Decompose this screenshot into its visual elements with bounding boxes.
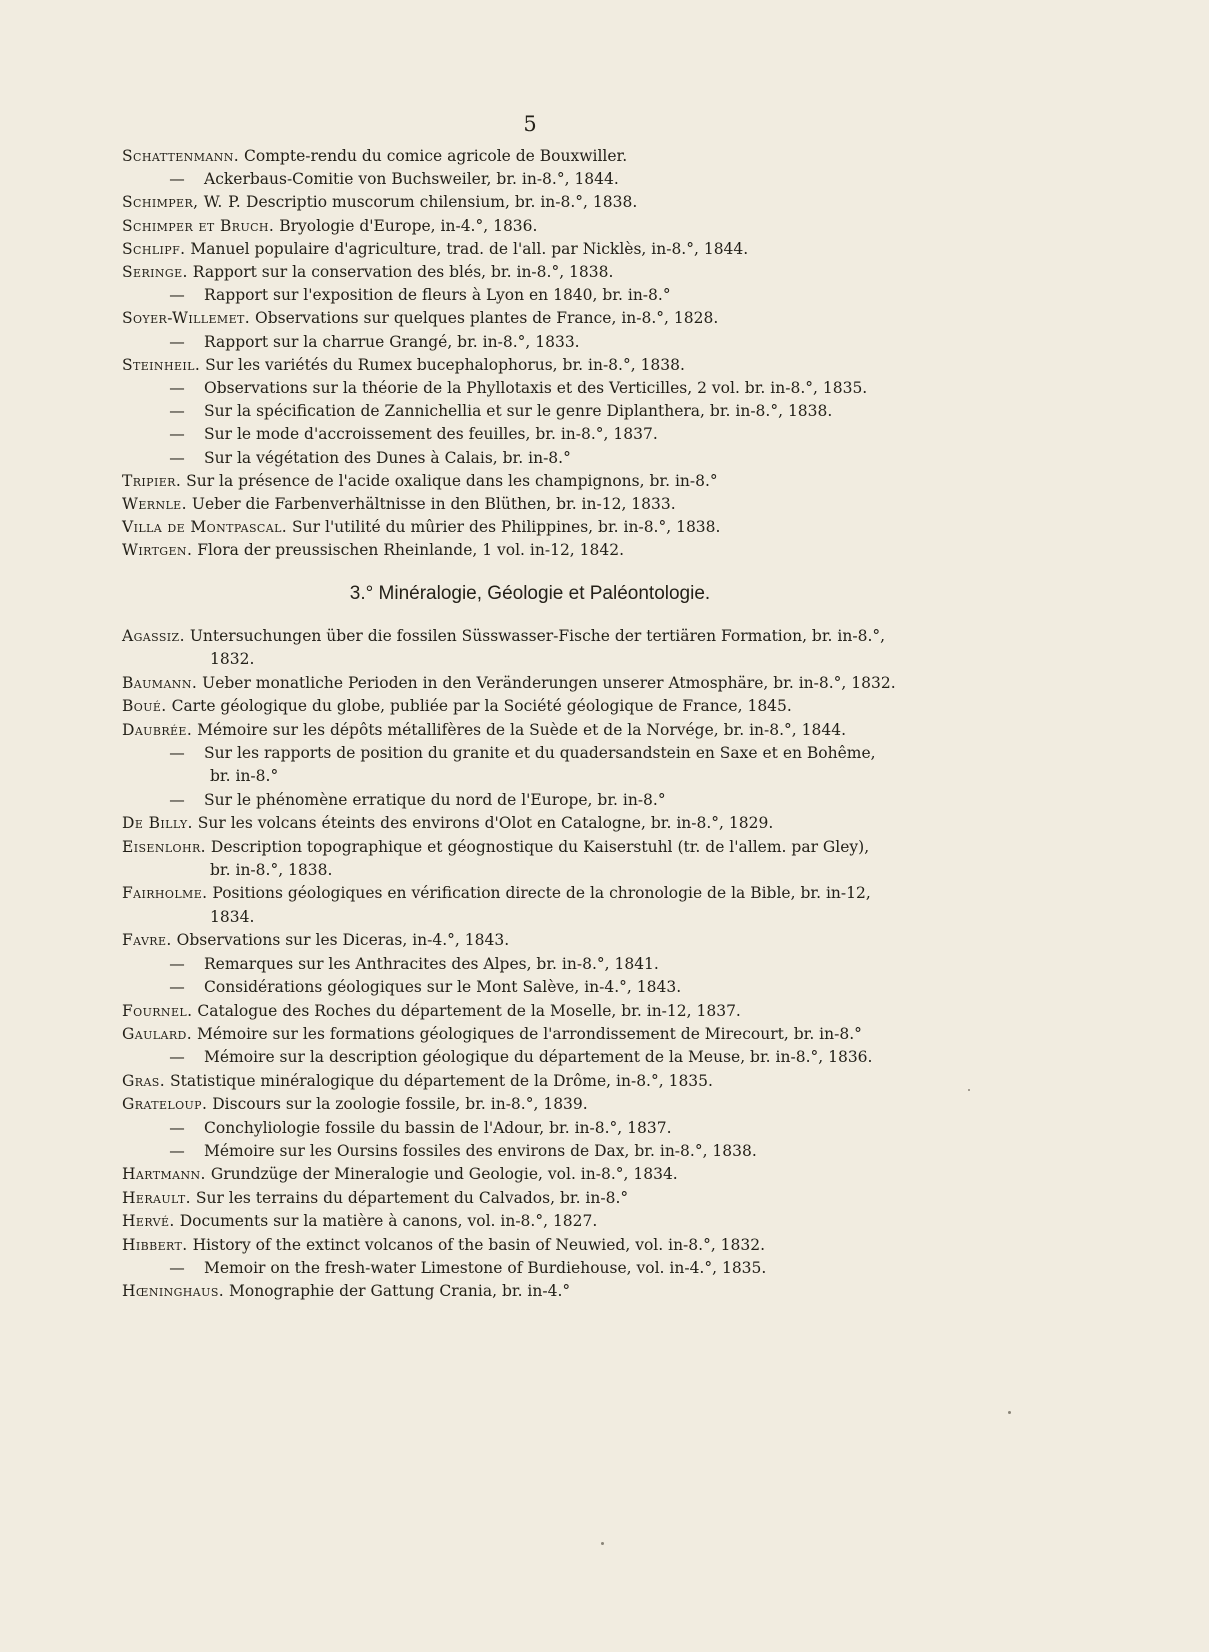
bibliography-entry: [122, 1093, 1072, 1116]
bibliography-entry: [122, 929, 1072, 952]
entry-author: Boué.: [122, 697, 167, 716]
entry-text: Mémoire sur les Oursins fossiles des environs de Dax, br. in-8.°, 1838.: [204, 1141, 757, 1160]
bibliography-entry: [122, 859, 1072, 882]
bibliography-entry: [122, 1280, 1072, 1303]
ditto-dash: —: [169, 1048, 185, 1067]
paper-speck: [601, 1542, 604, 1545]
entry-author: Soyer-Willemet.: [122, 309, 251, 328]
entry-text: Mémoire sur la description géologique du département de la Meuse, br. in-8.°, 1836.: [204, 1048, 873, 1067]
entry-author: Gaulard.: [122, 1024, 193, 1043]
bibliography-entry: [122, 400, 1072, 423]
bibliography-entry: [122, 377, 1072, 400]
bibliography-entry: [122, 1000, 1072, 1023]
entry-author: Baumann.: [122, 673, 198, 692]
bibliography-entry: [122, 261, 1072, 284]
entry-text: Sur la présence de l'acide oxalique dans les champignons, br. in-8.°: [186, 471, 718, 490]
entry-author: Seringe.: [122, 263, 188, 282]
bibliography-entry: [122, 625, 1072, 648]
bibliography-entry: [122, 1187, 1072, 1210]
bibliography-entry: [122, 976, 1072, 999]
bibliography-entry: [122, 307, 1072, 330]
entry-text: Description topographique et géognostique du Kaiserstuhl (tr. de l'allem. par Gley),: [210, 837, 870, 856]
entry-text: 1834.: [210, 907, 255, 926]
bibliography-entry: [122, 447, 1072, 470]
bibliography-entry: [122, 1117, 1072, 1140]
bibliography-entry: [122, 765, 1072, 788]
entry-text: Untersuchungen über die fossilen Süsswasser-Fische der tertiären Formation, br. in-8.°,: [189, 627, 886, 645]
entry-text: Mémoire sur les formations géologiques de l'arrondissement de Mirecourt, br. in-8.°: [197, 1024, 862, 1043]
bibliography-entry: [122, 493, 1072, 516]
entry-text: Monographie der Gattung Crania, br. in-4.°: [229, 1282, 571, 1301]
bibliography-entry: [122, 168, 1072, 191]
entry-text: Memoir on the fresh-water Limestone of Burdiehouse, vol. in-4.°, 1835.: [204, 1258, 767, 1277]
entry-text: 1832.: [210, 650, 255, 669]
entry-text: Rapport sur l'exposition de fleurs à Lyon en 1840, br. in-8.°: [204, 286, 671, 305]
entry-text: Sur l'utilité du mûrier des Philippines, br. in-8.°, 1838.: [292, 518, 721, 537]
bibliography-entry: [122, 354, 1072, 377]
bibliography-entry: [122, 789, 1072, 812]
bibliography-entry: [122, 470, 1072, 493]
entry-author: Grateloup.: [122, 1095, 208, 1114]
bibliography-entry: [122, 1046, 1072, 1069]
bibliography-entry: [122, 1140, 1072, 1163]
section-title: 3.° Minéralogie, Géologie et Paléontologie.: [349, 583, 711, 604]
entry-author: Tripier.: [122, 471, 182, 490]
bibliography-entry: [122, 1163, 1072, 1186]
entry-text: Mémoire sur les dépôts métallifères de la Suède et de la Norvége, br. in-8.°, 1844.: [197, 720, 847, 739]
ditto-dash: —: [169, 286, 185, 305]
entry-text: Remarques sur les Anthracites des Alpes, br. in-8.°, 1841.: [204, 954, 659, 973]
entry-text: Ackerbaus-Comitie von Buchsweiler, br. in-8.°, 1844.: [204, 170, 619, 189]
entry-author: Gras.: [122, 1071, 166, 1090]
entry-author: Wirtgen.: [122, 541, 193, 560]
bibliography-entry: [122, 215, 1072, 238]
entry-text: Conchyliologie fossile du bassin de l'Adour, br. in-8.°, 1837.: [204, 1118, 672, 1137]
ditto-dash: —: [169, 1141, 185, 1160]
ditto-dash: —: [169, 790, 185, 809]
ditto-dash: —: [169, 1118, 185, 1137]
bibliography-entry: [122, 516, 1072, 539]
entry-text: Observations sur quelques plantes de France, in-8.°, 1828.: [255, 309, 719, 328]
ditto-dash: —: [169, 332, 185, 351]
ditto-dash: —: [169, 170, 185, 189]
bibliography-entry: [122, 906, 1072, 929]
entry-author: Eisenlohr.: [122, 837, 206, 856]
entry-author: Hervé.: [122, 1212, 175, 1231]
entry-text: Discours sur la zoologie fossile, br. in-8.°, 1839.: [212, 1095, 588, 1114]
entry-author: Agassiz.: [122, 627, 185, 645]
entry-text: Documents sur la matière à canons, vol. in-8.°, 1827.: [179, 1212, 598, 1231]
entry-text: Rapport sur la conservation des blés, br. in-8.°, 1838.: [192, 263, 614, 282]
entry-author: Hartmann.: [122, 1165, 206, 1184]
bibliography-entry: [122, 1023, 1072, 1046]
entry-author: Schlipf.: [122, 239, 186, 258]
bibliography-entry: [122, 695, 1072, 718]
entry-author: Steinheil.: [122, 355, 201, 374]
paper-speck: [1008, 1411, 1011, 1414]
entry-text: Sur les terrains du département du Calvados, br. in-8.°: [195, 1188, 629, 1207]
entry-text: Sur les variétés du Rumex bucephalophorus, br. in-8.°, 1838.: [205, 355, 685, 374]
entry-text: Descriptio muscorum chilensium, br. in-8.°, 1838.: [246, 193, 638, 212]
page-number: 5: [523, 112, 537, 136]
bibliography-entry: [122, 1210, 1072, 1233]
entry-text: Considérations géologiques sur le Mont Salève, in-4.°, 1843.: [204, 978, 682, 997]
bibliography-entry: [122, 238, 1072, 261]
bibliography-entry: [122, 1257, 1072, 1280]
entry-text: Observations sur les Diceras, in-4.°, 1843.: [176, 931, 510, 950]
entry-author: Fairholme.: [122, 884, 208, 903]
entry-text: Catalogue des Roches du département de la Moselle, br. in-12, 1837.: [197, 1001, 741, 1020]
ditto-dash: —: [169, 448, 185, 467]
entry-text: Sur les volcans éteints des environs d'Olot en Catalogne, br. in-8.°, 1829.: [197, 814, 774, 833]
entry-author: Villa de Montpascal.: [122, 518, 288, 537]
ditto-dash: —: [169, 379, 185, 398]
entry-author: Schimper et Bruch.: [122, 216, 275, 235]
entry-author: Hœninghaus.: [122, 1282, 225, 1301]
entry-text: History of the extinct volcanos of the basin of Neuwied, vol. in-8.°, 1832.: [192, 1235, 766, 1254]
entry-author: Schimper, W. P.: [122, 193, 242, 212]
bibliography-entry: [122, 836, 1072, 859]
bibliography-entry: [122, 648, 1072, 671]
entry-author: Schattenmann.: [122, 147, 240, 165]
entry-text: Sur la spécification de Zannichellia et sur le genre Diplanthera, br. in-8.°, 1838.: [204, 402, 833, 421]
bibliography-entry: [122, 672, 1072, 695]
ditto-dash: —: [169, 425, 185, 444]
entry-text: Flora der preussischen Rheinlande, 1 vol. in-12, 1842.: [197, 541, 625, 560]
entry-text: Positions géologiques en vérification directe de la chronologie de la Bible, br. in-12,: [212, 884, 871, 903]
bibliography-entry: [122, 742, 1072, 765]
bibliography-entry: [122, 423, 1072, 446]
bibliography-entry: [122, 1070, 1072, 1093]
entry-author: Wernle.: [122, 495, 187, 514]
entry-text: Carte géologique du globe, publiée par la Société géologique de France, 1845.: [171, 697, 792, 716]
bibliography-entry: [122, 719, 1072, 742]
bibliography-entry: [122, 331, 1072, 354]
entry-text: Sur les rapports de position du granite et du quadersandstein en Saxe et en Bohême,: [204, 744, 876, 763]
ditto-dash: —: [169, 744, 185, 763]
entry-text: Ueber monatliche Perioden in den Veränderungen unserer Atmosphäre, br. in-8.°, 1832.: [202, 673, 896, 692]
entry-author: Fournel.: [122, 1001, 193, 1020]
entry-text: Sur la végétation des Dunes à Calais, br. in-8.°: [204, 448, 571, 467]
bibliography-entry: [122, 953, 1072, 976]
bibliography-entry: [122, 191, 1072, 214]
ditto-dash: —: [169, 402, 185, 421]
entry-text: Rapport sur la charrue Grangé, br. in-8.°, 1833.: [204, 332, 580, 351]
entry-text: Compte-rendu du comice agricole de Bouxwiller.: [244, 147, 628, 165]
bibliography-entry: [122, 1234, 1072, 1257]
paper-speck: [968, 1089, 970, 1091]
geology-entry-list: [122, 625, 1072, 1304]
ditto-dash: —: [169, 1258, 185, 1277]
entry-author: Favre.: [122, 931, 172, 950]
entry-text: Sur le phénomène erratique du nord de l'Europe, br. in-8.°: [204, 790, 666, 809]
bibliography-entry: [122, 812, 1072, 835]
entry-text: Ueber die Farbenverhältnisse in den Blüthen, br. in-12, 1833.: [191, 495, 676, 514]
entry-text: Observations sur la théorie de la Phyllotaxis et des Verticilles, 2 vol. br. in-8.°, 1835.: [204, 379, 868, 398]
entry-text: Grundzüge der Mineralogie und Geologie, vol. in-8.°, 1834.: [210, 1165, 678, 1184]
entry-text: Sur le mode d'accroissement des feuilles, br. in-8.°, 1837.: [204, 425, 658, 444]
botany-entry-list: [122, 145, 1072, 563]
entry-author: Daubrée.: [122, 720, 193, 739]
ditto-dash: —: [169, 978, 185, 997]
bibliography-entry: [122, 284, 1072, 307]
entry-text: Manuel populaire d'agriculture, trad. de l'all. par Nicklès, in-8.°, 1844.: [190, 239, 749, 258]
entry-author: Hibbert.: [122, 1235, 188, 1254]
entry-text: Bryologie d'Europe, in-4.°, 1836.: [279, 216, 538, 235]
ditto-dash: —: [169, 954, 185, 973]
bibliography-entry: [122, 882, 1072, 905]
bibliography-entry: [122, 145, 1072, 168]
entry-text: br. in-8.°: [210, 767, 279, 786]
entry-author: De Billy.: [122, 814, 193, 833]
entry-text: br. in-8.°, 1838.: [210, 861, 333, 880]
entry-text: Statistique minéralogique du département de la Drôme, in-8.°, 1835.: [170, 1071, 713, 1090]
entry-author: Herault.: [122, 1188, 191, 1207]
bibliography-entry: [122, 539, 1072, 562]
